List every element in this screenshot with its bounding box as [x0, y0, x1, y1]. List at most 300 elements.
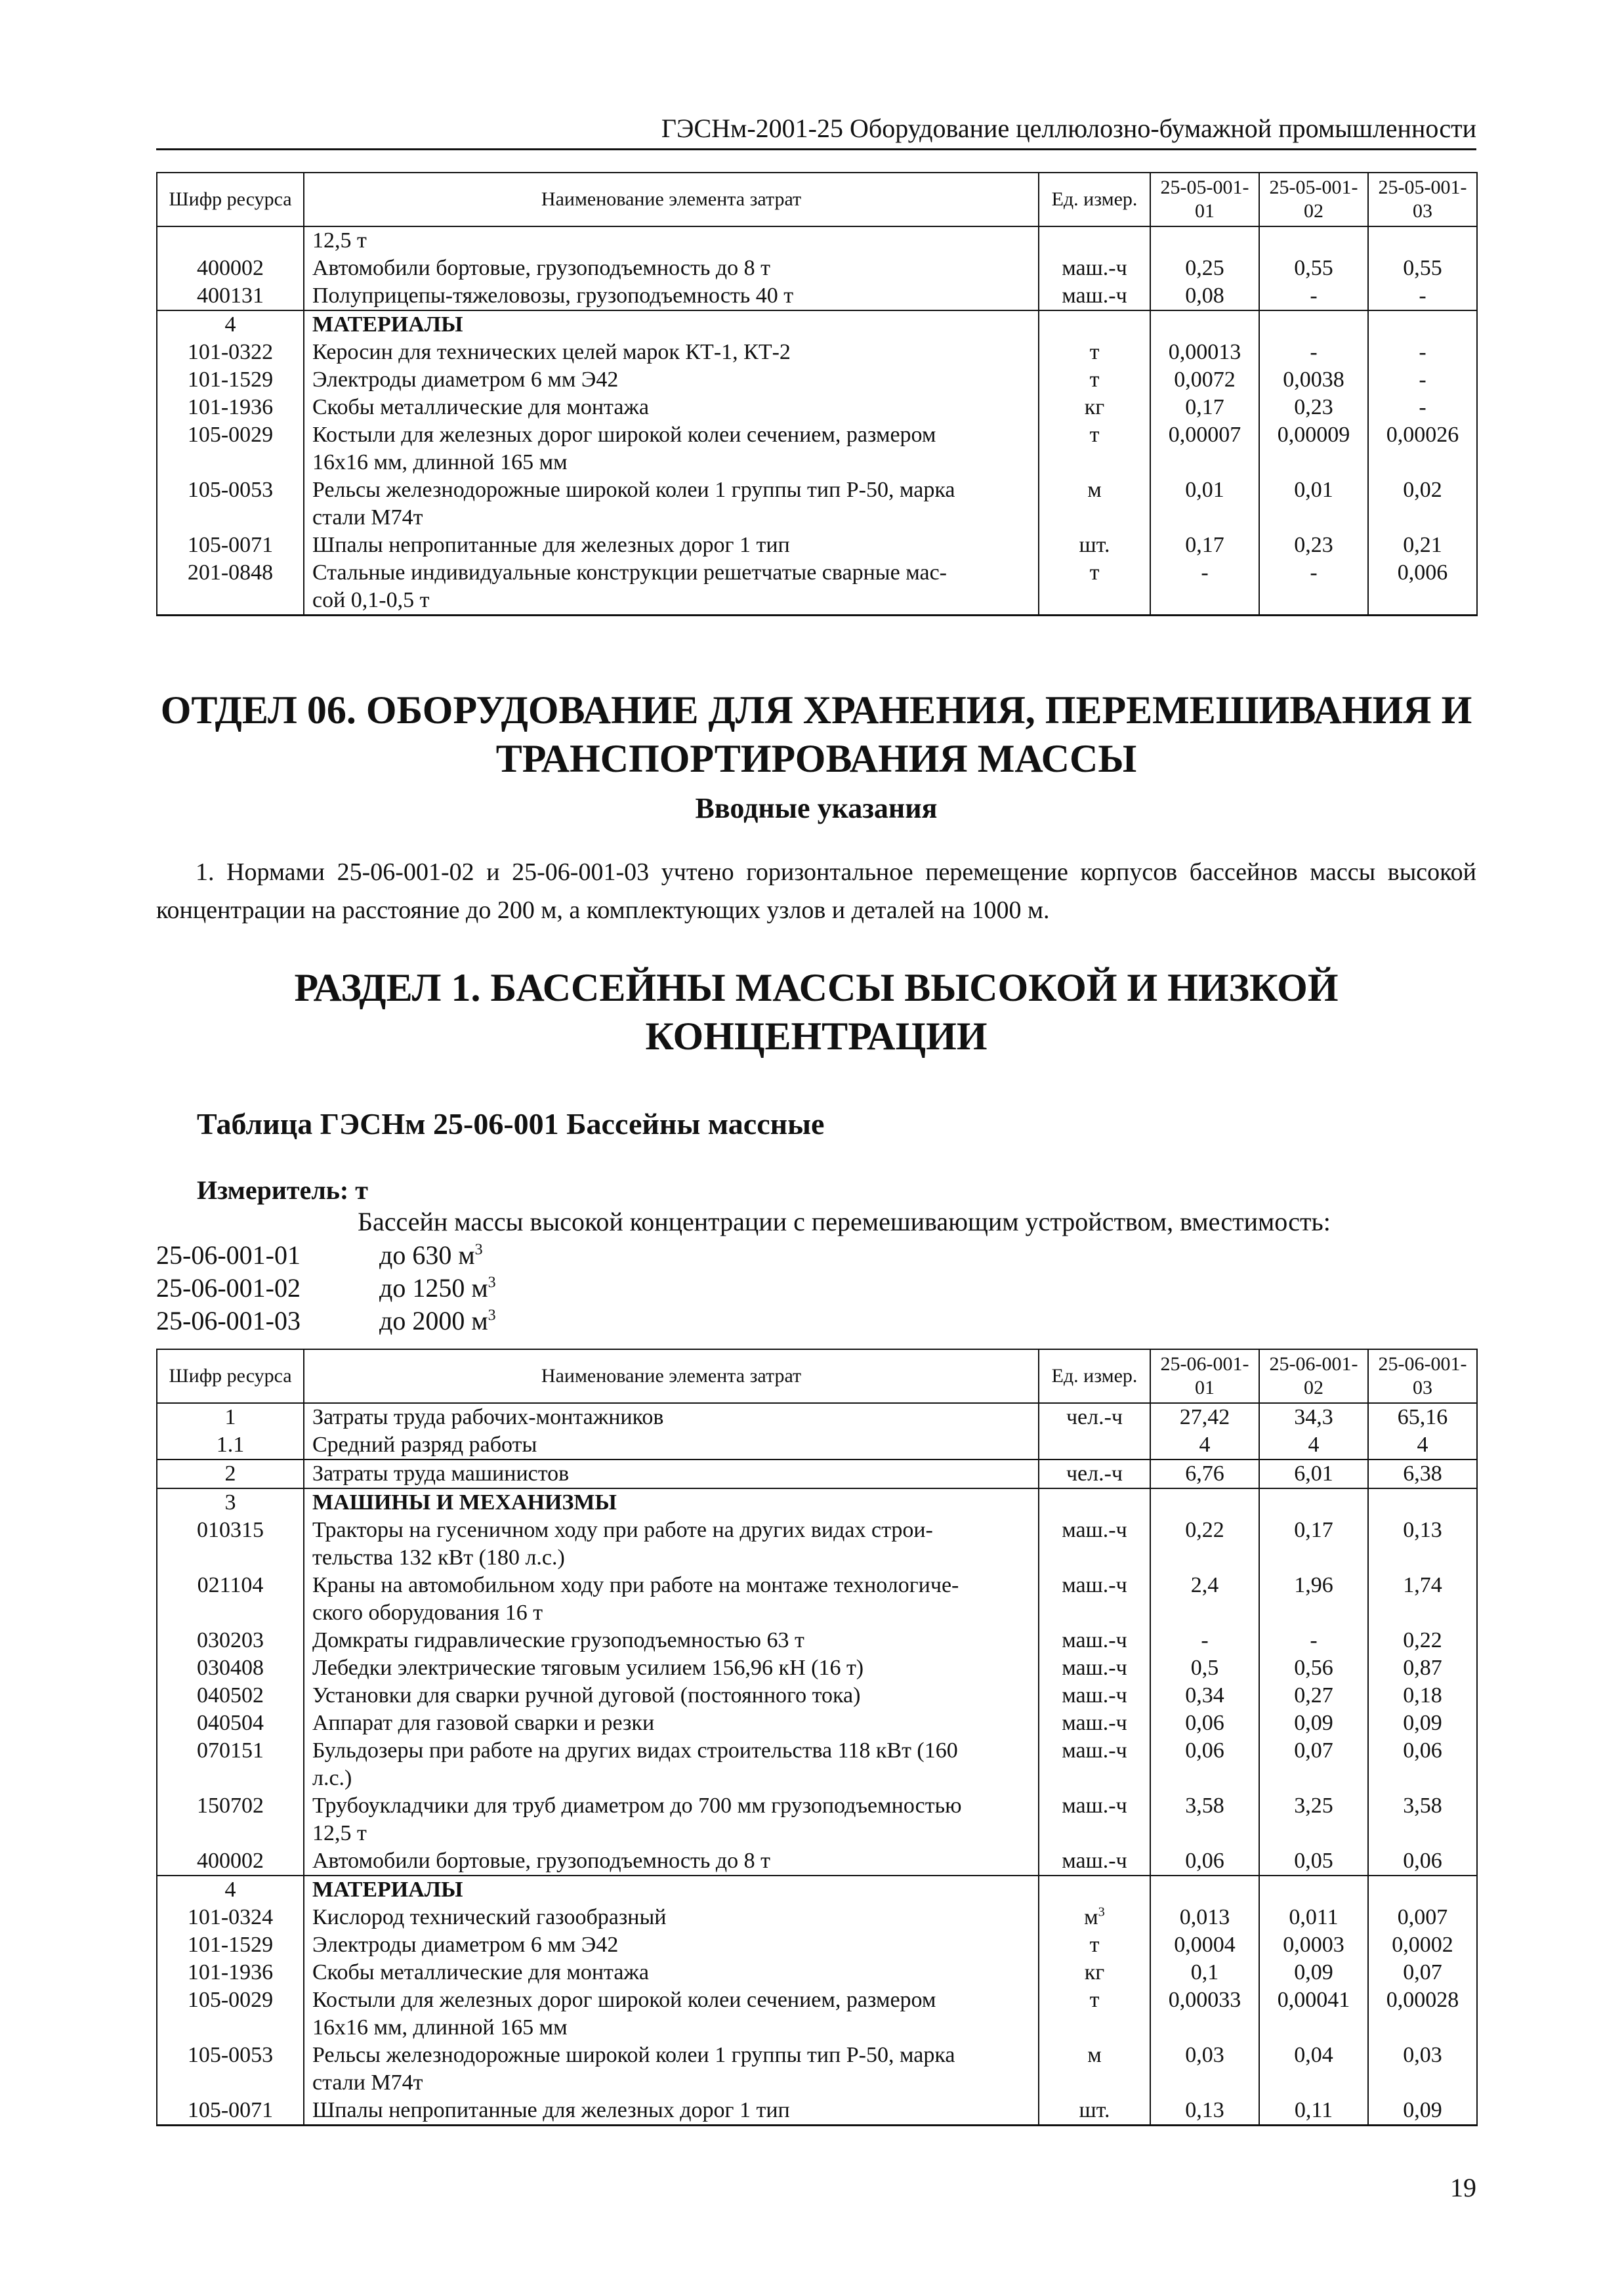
cost-element-cell-text: Бульдозеры при работе на других видах строительства 118 кВт (160	[312, 1738, 958, 1763]
cost-element-cell-text: Средний разряд работы	[312, 1433, 537, 1457]
norm-1-value-text: 0,01	[1185, 478, 1224, 502]
cost-element-cell-text: Рельсы железнодорожные широкой колеи 1 группы тип Р-50, марка	[312, 2043, 955, 2067]
norm-2-value	[1259, 1931, 1368, 1959]
cost-element-cell-text: Домкраты гидравлические грузоподъемностью 63 т	[312, 1628, 804, 1652]
unit-cell-text: чел.-ч	[1066, 1461, 1123, 1486]
norm-2-value	[1259, 1847, 1368, 1876]
norm-2-value-text: 0,01	[1294, 478, 1333, 502]
unit-cell-text: маш.-ч	[1062, 1738, 1127, 1763]
norm-1-value	[1150, 504, 1259, 532]
norm-1-value	[1150, 1904, 1259, 1931]
resource-code-cell	[157, 1517, 304, 1544]
resource-code-cell	[157, 1959, 304, 1986]
resource-code-cell	[157, 532, 304, 559]
norm-2-value	[1259, 559, 1368, 587]
resource-code-cell	[157, 1986, 304, 2014]
norm-2-value-text: 0,011	[1289, 1905, 1339, 1929]
resource-code-cell-text: 2	[224, 1461, 236, 1486]
norm-2-value	[1259, 1959, 1368, 1986]
cost-element-cell-text: сой 0,1-0,5 т	[312, 588, 430, 612]
variant-row	[156, 1239, 496, 1272]
cost-element-cell-text: Кислород технический газообразный	[312, 1905, 667, 1929]
variant-capacity: до 2000 м	[379, 1306, 488, 1335]
unit-cell	[1039, 1931, 1150, 1959]
norm-3-value	[1368, 559, 1477, 587]
unit-cell-text: кг	[1084, 1960, 1105, 1984]
unit-cell	[1039, 1403, 1150, 1431]
table-row	[157, 1904, 1477, 1931]
unit-cell-text: т	[1089, 340, 1100, 364]
table-row	[157, 1682, 1477, 1710]
norm-1-value	[1150, 1599, 1259, 1627]
cost-element-cell-text: Аппарат для газовой сварки и резки	[312, 1711, 655, 1735]
norm-1-value-text: 0,06	[1185, 1849, 1224, 1873]
unit-cell	[1039, 476, 1150, 504]
cost-element-cell	[304, 1403, 1039, 1431]
norm-3-value	[1368, 1847, 1477, 1876]
resource-code-cell-text: 400131	[197, 284, 264, 308]
norm-2-value-text: 0,00041	[1277, 1988, 1350, 2012]
cost-element-cell	[304, 1737, 1039, 1765]
norm-3-value	[1368, 1682, 1477, 1710]
header-norm-3: 25-06-001-03	[1368, 1349, 1477, 1403]
resource-code-cell-text: 030408	[197, 1656, 264, 1680]
unit-cell	[1039, 310, 1150, 339]
norm-1-value-text: 0,34	[1185, 1683, 1224, 1708]
resource-code-cell-text: 021104	[197, 1573, 264, 1597]
norm-2-value	[1259, 2042, 1368, 2069]
resource-code-cell	[157, 1792, 304, 1820]
cost-element-cell-text: Электроды диаметром 6 мм Э42	[312, 1933, 619, 1957]
table-row	[157, 504, 1477, 532]
unit-cell-text: т	[1089, 1988, 1100, 2012]
unit-cell	[1039, 1572, 1150, 1599]
norm-1-value-text: 0,17	[1185, 395, 1224, 419]
resource-code-cell-text: 105-0029	[187, 423, 274, 447]
resource-code-cell-text: 101-1936	[187, 1960, 274, 1984]
norm-2-value	[1259, 1517, 1368, 1544]
unit-cell	[1039, 2042, 1150, 2069]
resource-code-cell-text: 101-1529	[187, 368, 274, 392]
resource-code-cell-text: 040504	[197, 1711, 264, 1735]
resource-code-cell	[157, 1544, 304, 1572]
unit-cell	[1039, 1847, 1150, 1876]
norm-1-value-text: 0,00007	[1168, 423, 1241, 447]
norm-1-value-text: 0,1	[1190, 1960, 1219, 1984]
norm-1-value	[1150, 366, 1259, 394]
resource-code-cell	[157, 1765, 304, 1792]
table-row	[157, 449, 1477, 476]
norm-1-value	[1150, 394, 1259, 421]
norm-3-value	[1368, 421, 1477, 449]
norm-3-value	[1368, 1765, 1477, 1792]
norm-2-value	[1259, 1682, 1368, 1710]
resource-code-cell-text: 105-0071	[187, 533, 274, 557]
table-title: Таблица ГЭСНм 25-06-001 Бассейны массные	[197, 1107, 825, 1141]
norm-2-value	[1259, 532, 1368, 559]
norm-3-value	[1368, 282, 1477, 310]
cost-element-cell-text: Шпалы непропитанные для железных дорог 1 тип	[312, 533, 790, 557]
norm-3-value-text: 0,02	[1403, 478, 1442, 502]
norm-3-value-text: 0,007	[1397, 1905, 1448, 1929]
norm-1-value	[1150, 1654, 1259, 1682]
resource-code-cell-text: 010315	[197, 1518, 264, 1542]
table-row	[157, 255, 1477, 282]
norm-2-value	[1259, 1572, 1368, 1599]
cost-element-cell-text: Установки для сварки ручной дуговой (постоянного тока)	[312, 1683, 861, 1708]
cost-element-cell	[304, 1959, 1039, 1986]
resource-code-cell	[157, 1654, 304, 1682]
table-row	[157, 1710, 1477, 1737]
resource-code-cell-text: 105-0053	[187, 2043, 274, 2067]
resource-code-cell-text: 1	[224, 1405, 236, 1429]
cost-element-cell-text: л.с.)	[312, 1766, 352, 1790]
resource-code-cell	[157, 559, 304, 587]
variant-capacity: до 1250 м	[379, 1273, 488, 1303]
norm-3-value	[1368, 532, 1477, 559]
norm-1-value	[1150, 421, 1259, 449]
resource-code-cell	[157, 282, 304, 310]
norm-3-value	[1368, 504, 1477, 532]
section-heading	[156, 963, 1476, 1060]
variant-capacity: до 630 м	[379, 1240, 475, 1270]
norm-2-value	[1259, 1488, 1368, 1517]
resource-code-cell-text: 101-1529	[187, 1933, 274, 1957]
unit-cell	[1039, 2069, 1150, 2097]
norm-2-value	[1259, 1986, 1368, 2014]
norm-2-value	[1259, 1599, 1368, 1627]
table-row	[157, 2069, 1477, 2097]
cost-element-cell	[304, 1460, 1039, 1488]
norm-2-value-text: 0,00009	[1277, 423, 1350, 447]
norm-1-value	[1150, 1765, 1259, 1792]
norm-1-value	[1150, 2097, 1259, 2126]
variant-code: 25-06-001-02	[156, 1273, 301, 1303]
header-unit: Ед. измер.	[1039, 173, 1150, 226]
table-row	[157, 1737, 1477, 1765]
norm-2-value	[1259, 476, 1368, 504]
unit-cell-text: кг	[1084, 395, 1105, 419]
unit-cell	[1039, 421, 1150, 449]
table-row	[157, 1572, 1477, 1599]
norm-2-value-text: 0,07	[1294, 1738, 1333, 1763]
resource-code-cell	[157, 394, 304, 421]
unit-cell	[1039, 1710, 1150, 1737]
cost-element-cell	[304, 1627, 1039, 1654]
table-row	[157, 1986, 1477, 2014]
resource-code-cell	[157, 1431, 304, 1460]
cost-element-cell	[304, 1986, 1039, 2014]
table-row	[157, 1765, 1477, 1792]
norm-1-value	[1150, 449, 1259, 476]
norm-3-value	[1368, 1931, 1477, 1959]
table-row	[157, 1876, 1477, 1904]
cost-element-cell-text: Скобы металлические для монтажа	[312, 395, 650, 419]
table-row	[157, 587, 1477, 616]
unit-superscript: 3	[1098, 1904, 1105, 1920]
resource-code-cell	[157, 1931, 304, 1959]
cost-element-cell-text: стали М74т	[312, 505, 423, 530]
norm-2-value	[1259, 2097, 1368, 2126]
department-title-line-2: ТРАНСПОРТИРОВАНИЯ МАССЫ	[495, 737, 1137, 780]
cost-element-cell-text: стали М74т	[312, 2070, 423, 2095]
resource-table-25-05-001	[156, 172, 1478, 616]
header-norm-2: 25-06-001-02	[1259, 1349, 1368, 1403]
norm-2-value	[1259, 1765, 1368, 1792]
norm-2-value-text: 3,25	[1294, 1794, 1333, 1818]
norm-3-value-text: 6,38	[1403, 1461, 1442, 1486]
unit-cell	[1039, 339, 1150, 366]
norm-3-value-text: 4	[1417, 1433, 1428, 1457]
table-row	[157, 1544, 1477, 1572]
cost-element-cell	[304, 504, 1039, 532]
unit-cell-text: маш.-ч	[1062, 256, 1127, 280]
header-norm-2: 25-05-001-02	[1259, 173, 1368, 226]
norm-2-value	[1259, 1627, 1368, 1654]
unit-cell-text: т	[1089, 423, 1100, 447]
table-row	[157, 421, 1477, 449]
norm-1-value	[1150, 559, 1259, 587]
cost-element-cell	[304, 1682, 1039, 1710]
unit-cell	[1039, 1765, 1150, 1792]
unit-cell-text: маш.-ч	[1062, 1518, 1127, 1542]
unit-cell-text: маш.-ч	[1062, 1683, 1127, 1708]
norm-1-value	[1150, 1876, 1259, 1904]
norm-1-value	[1150, 1820, 1259, 1847]
cost-element-cell-text: 16x16 мм, длинной 165 мм	[312, 2015, 568, 2040]
norm-2-value-text: 1,96	[1294, 1573, 1333, 1597]
unit-cell-text: шт.	[1079, 2098, 1110, 2122]
section-title-line-2: КОНЦЕНТРАЦИИ	[645, 1015, 988, 1058]
norm-2-value	[1259, 1460, 1368, 1488]
unit-cell	[1039, 449, 1150, 476]
norm-1-value-text: 27,42	[1179, 1405, 1230, 1429]
norm-3-value-text: -	[1419, 284, 1426, 308]
cost-element-cell-text: Затраты труда машинистов	[312, 1461, 570, 1486]
resource-code-cell	[157, 1682, 304, 1710]
norm-1-value	[1150, 1737, 1259, 1765]
norm-2-value-text: 0,09	[1294, 1711, 1333, 1735]
table-row	[157, 1792, 1477, 1820]
norm-3-value	[1368, 255, 1477, 282]
table-row	[157, 1654, 1477, 1682]
unit-cell	[1039, 1599, 1150, 1627]
norm-1-value	[1150, 282, 1259, 310]
cost-element-cell-text: Автомобили бортовые, грузоподъемность до 8 т	[312, 1849, 771, 1873]
header-resource-code: Шифр ресурса	[157, 173, 304, 226]
cost-element-cell-text: Электроды диаметром 6 мм Э42	[312, 368, 619, 392]
norm-1-value	[1150, 587, 1259, 616]
norm-1-value-text: 3,58	[1185, 1794, 1224, 1818]
norm-2-value-text: 0,27	[1294, 1683, 1333, 1708]
table-row	[157, 2014, 1477, 2042]
cost-element-cell	[304, 1765, 1039, 1792]
norm-2-value-text: 0,05	[1294, 1849, 1333, 1873]
norm-1-value	[1150, 1403, 1259, 1431]
resource-code-cell	[157, 476, 304, 504]
table-row	[157, 1959, 1477, 1986]
norm-2-value-text: 0,0003	[1283, 1933, 1344, 1957]
norm-1-value	[1150, 1710, 1259, 1737]
norm-3-value-text: 0,55	[1403, 256, 1442, 280]
cost-element-cell	[304, 2042, 1039, 2069]
unit-cell	[1039, 394, 1150, 421]
cost-element-cell-text: Шпалы непропитанные для железных дорог 1 тип	[312, 2098, 790, 2122]
cost-element-cell	[304, 255, 1039, 282]
cost-element-cell-text: Затраты труда рабочих-монтажников	[312, 1405, 664, 1429]
norm-3-value	[1368, 1904, 1477, 1931]
norm-1-value-text: -	[1201, 1628, 1209, 1652]
resource-code-cell	[157, 1847, 304, 1876]
cost-element-cell	[304, 1847, 1039, 1876]
unit-cell	[1039, 1517, 1150, 1544]
resource-code-cell-text: 201-0848	[187, 560, 274, 585]
norm-1-value	[1150, 1488, 1259, 1517]
norm-2-value-text: 0,04	[1294, 2043, 1333, 2067]
cost-element-cell-text: МАТЕРИАЛЫ	[312, 312, 463, 337]
cost-element-cell-text: МАШИНЫ И МЕХАНИЗМЫ	[312, 1490, 617, 1515]
cost-element-cell	[304, 1654, 1039, 1682]
resource-code-cell	[157, 1737, 304, 1765]
unit-cell	[1039, 1460, 1150, 1488]
norm-2-value	[1259, 1710, 1368, 1737]
table-row	[157, 559, 1477, 587]
unit-cell-text: маш.-ч	[1062, 1656, 1127, 1680]
norm-2-value-text: 0,11	[1294, 2098, 1333, 2122]
norm-3-value	[1368, 1820, 1477, 1847]
table-row	[157, 226, 1477, 255]
table-row	[157, 2042, 1477, 2069]
norm-3-value-text: 0,006	[1397, 560, 1448, 585]
unit-cell-text: маш.-ч	[1062, 1711, 1127, 1735]
header-resource-code: Шифр ресурса	[157, 1349, 304, 1403]
cost-element-cell	[304, 2069, 1039, 2097]
running-header: ГЭСНм-2001-25 Оборудование целлюлозно-бумажной промышленности	[156, 113, 1476, 150]
cost-element-cell-text: МАТЕРИАЛЫ	[312, 1878, 463, 1902]
resource-code-cell	[157, 1599, 304, 1627]
unit-cell-text: м	[1087, 478, 1102, 502]
norm-3-value	[1368, 1431, 1477, 1460]
norm-2-value-text: -	[1310, 284, 1318, 308]
resource-code-cell	[157, 2097, 304, 2126]
norm-3-value	[1368, 2069, 1477, 2097]
cost-element-cell	[304, 394, 1039, 421]
unit-cell-text: т	[1089, 368, 1100, 392]
table-row	[157, 366, 1477, 394]
variant-code: 25-06-001-03	[156, 1306, 301, 1335]
norm-1-value	[1150, 1931, 1259, 1959]
cost-element-cell-text: Краны на автомобильном ходу при работе на монтаже технологиче-	[312, 1573, 959, 1597]
norm-2-value	[1259, 339, 1368, 366]
cost-element-cell-text: тельства 132 кВт (180 л.с.)	[312, 1545, 565, 1570]
unit-cell-text: т	[1089, 1933, 1100, 1957]
resource-code-cell	[157, 1403, 304, 1431]
unit-cell	[1039, 1544, 1150, 1572]
norm-3-value-text: 0,06	[1403, 1738, 1442, 1763]
unit-cell	[1039, 1792, 1150, 1820]
norm-2-value-text: 0,23	[1294, 395, 1333, 419]
cost-element-cell-text: Керосин для технических целей марок КТ-1, КТ-2	[312, 340, 791, 364]
header-norm-1: 25-05-001-01	[1150, 173, 1259, 226]
cost-element-cell-text: Костыли для железных дорог широкой колеи сечением, размером	[312, 1988, 936, 2012]
norm-1-value-text: 0,25	[1185, 256, 1224, 280]
norm-1-value	[1150, 2069, 1259, 2097]
norm-3-value-text: 0,13	[1403, 1518, 1442, 1542]
norm-2-value-text: -	[1310, 1628, 1318, 1652]
norm-2-value-text: 0,23	[1294, 533, 1333, 557]
resource-code-cell	[157, 255, 304, 282]
norm-3-value-text: 0,21	[1403, 533, 1442, 557]
norm-3-value-text: 1,74	[1403, 1573, 1442, 1597]
header-cost-element: Наименование элемента затрат	[304, 1349, 1039, 1403]
norm-variants	[156, 1239, 496, 1337]
norm-3-value	[1368, 339, 1477, 366]
unit-cell	[1039, 2014, 1150, 2042]
norm-1-value-text: 6,76	[1185, 1461, 1224, 1486]
department-title-line-1: ОТДЕЛ 06. ОБОРУДОВАНИЕ ДЛЯ ХРАНЕНИЯ, ПЕРЕМЕШИВАНИЯ И	[160, 688, 1472, 732]
norm-3-value	[1368, 1986, 1477, 2014]
norm-1-value	[1150, 1544, 1259, 1572]
norm-1-value	[1150, 310, 1259, 339]
cost-element-cell	[304, 1931, 1039, 1959]
unit-cell-text: маш.-ч	[1062, 284, 1127, 308]
norm-1-value	[1150, 1682, 1259, 1710]
table-description: Бассейн массы высокой концентрации с перемешивающим устройством, вместимость:	[358, 1207, 1331, 1236]
cost-element-cell	[304, 1820, 1039, 1847]
unit-cell-text: маш.-ч	[1062, 1849, 1127, 1873]
norm-1-value-text: 4	[1199, 1433, 1211, 1457]
unit-cell	[1039, 1682, 1150, 1710]
cost-element-cell-text: ского оборудования 16 т	[312, 1601, 543, 1625]
table-row	[157, 532, 1477, 559]
norm-1-value	[1150, 1627, 1259, 1654]
norm-3-value	[1368, 2014, 1477, 2042]
unit-cell	[1039, 1959, 1150, 1986]
unit-cell	[1039, 587, 1150, 616]
norm-2-value-text: 0,55	[1294, 256, 1333, 280]
intro-heading: Вводные указания	[695, 792, 938, 824]
superscript-3: 3	[474, 1241, 483, 1259]
section-title-line-1: РАЗДЕЛ 1. БАССЕЙНЫ МАССЫ ВЫСОКОЙ И НИЗКОЙ	[294, 966, 1339, 1009]
norm-1-value	[1150, 1431, 1259, 1460]
norm-3-value	[1368, 366, 1477, 394]
unit-cell-text: маш.-ч	[1062, 1628, 1127, 1652]
norm-3-value-text: 0,07	[1403, 1960, 1442, 1984]
norm-1-value-text: 0,17	[1185, 533, 1224, 557]
norm-2-value-text: 0,0038	[1283, 368, 1344, 392]
norm-1-value-text: 0,13	[1185, 2098, 1224, 2122]
table-row	[157, 1460, 1477, 1488]
norm-3-value-text: -	[1419, 340, 1426, 364]
resource-code-cell	[157, 587, 304, 616]
norm-3-value-text: 0,00028	[1386, 1988, 1459, 2012]
table-row	[157, 1847, 1477, 1876]
cost-element-cell	[304, 1488, 1039, 1517]
norm-3-value-text: 0,0002	[1392, 1933, 1453, 1957]
resource-code-cell-text: 040502	[197, 1683, 264, 1708]
table-row	[157, 476, 1477, 504]
resource-table-25-06-001	[156, 1349, 1478, 2126]
norm-1-value-text: 0,22	[1185, 1518, 1224, 1542]
table-row	[157, 1931, 1477, 1959]
norm-3-value-text: -	[1419, 368, 1426, 392]
resource-code-cell	[157, 339, 304, 366]
unit-cell	[1039, 1904, 1150, 1931]
resource-code-cell-text: 400002	[197, 256, 264, 280]
measure-unit: т	[355, 1175, 368, 1205]
norm-1-value-text: 0,0072	[1174, 368, 1236, 392]
cost-element-cell	[304, 421, 1039, 449]
